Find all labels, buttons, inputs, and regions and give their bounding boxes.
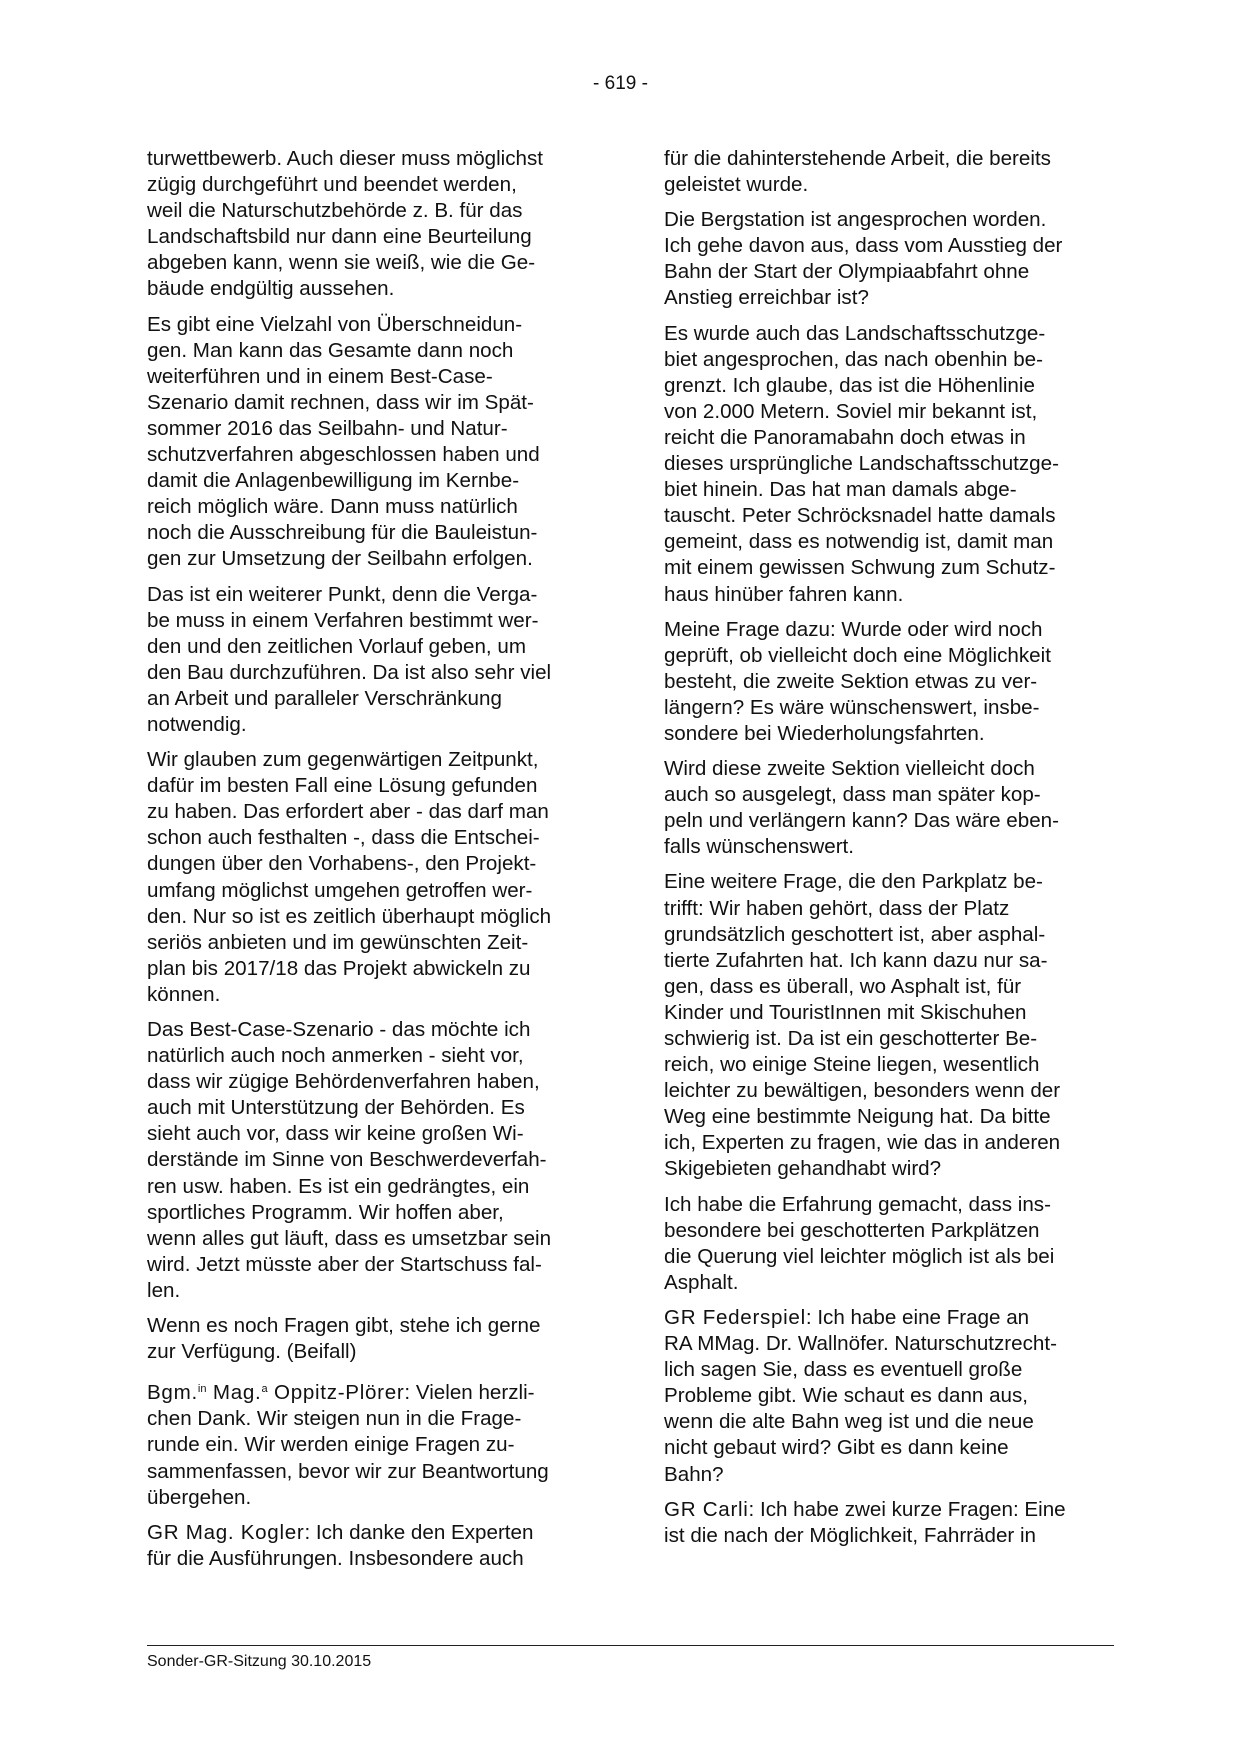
speaker-paragraph bbox=[664, 1497, 1116, 1549]
superscript: in bbox=[197, 1383, 207, 1396]
paragraph: Wird diese zweite Sektion vielleicht doch auch so ausgelegt, dass man später kop- peln und verlängern kann? Das wäre eben- falls wünschenswert. bbox=[664, 757, 1059, 859]
paragraph: Wir glauben zum gegenwärtigen Zeitpunkt, dafür im besten Fall eine Lösung gefunden zu haben. Das erfordert aber - das darf man schon auch festhalten -, dass die Entschei- dungen über den Vorhabens-, den Projekt- umfang möglichst umgehen getroffen wer- den. Nur so ist es zeitlich überhaupt möglich seriös anbieten und im gewünschten Zeit- plan bis 2017/18 das Projekt abwickeln zu können. bbox=[147, 748, 552, 1006]
paragraph: turwettbewerb. Auch dieser muss möglichst zügig durchgeführt und beendet werden, weil die Naturschutzbehörde z. B. für das Landschaftsbild nur dann eine Beurteilung abgeben kann, wenn sie weiß, wie die Ge- bäude endgültig aussehen. bbox=[147, 147, 544, 301]
paragraph: Das ist ein weiterer Punkt, denn die Verga- be muss in einem Verfahren bestimmt wer- den und den zeitlichen Vorlauf geben, um den Bau durchzuführen. Da ist also sehr viel an Arbeit und paralleler Verschränkung notwendig. bbox=[147, 582, 552, 736]
speech-text: : Ich danke den Experten für die Ausführungen. Insbesondere auch bbox=[147, 1520, 534, 1570]
speech-text: : Ich habe zwei kurze Fragen: Eine ist die nach der Möglichkeit, Fahrräder in bbox=[664, 1497, 1066, 1547]
paragraph: Eine weitere Frage, die den Parkplatz be- trifft: Wir haben gehört, dass der Platz grundsätzlich geschottert ist, aber asphal- tierte Zufahrten hat. Ich kann dazu nur sa- gen, dass es überall, wo Asphalt ist, für Kinder und TouristInnen mit Skischuhen schwierig ist. Da ist ein geschotterter Be- reich, wo einige Steine liegen, wesentlich leichter zu bewältigen, besonders wenn der Weg eine bestimmte Neigung hat. Da bitte ich, Experten zu fragen, wie das in anderen Skigebieten gehandhabt wird? bbox=[664, 870, 1061, 1181]
footer-divider bbox=[147, 1645, 1114, 1646]
paragraph: Ich habe die Erfahrung gemacht, dass ins- besondere bei geschotterten Parkplätzen die Querung viel leichter möglich ist als bei Asphalt. bbox=[664, 1192, 1055, 1294]
speaker-name: GR Federspiel bbox=[664, 1305, 806, 1329]
speech-text: : Ich habe eine Frage an RA MMag. Dr. Wallnöfer. Naturschutzrecht- lich sagen Sie, dass es eventuell große Probleme gibt. Wie schaut es dann aus, wenn die alte Bahn weg ist und die neue nicht gebaut wird? Gibt es dann keine Bahn? bbox=[664, 1305, 1057, 1486]
paragraph: Die Bergstation ist angesprochen worden. Ich gehe davon aus, dass vom Ausstieg der Bahn der Start der Olympiaabfahrt ohne Anstieg erreichbar ist? bbox=[664, 208, 1063, 310]
speaker-paragraph bbox=[147, 1380, 599, 1510]
paragraph: Es gibt eine Vielzahl von Überschneidun- gen. Man kann das Gesamte dann noch weiterführen und in einem Best-Case- Szenario damit rechnen, dass wir im Spät- sommer 2016 das Seilbahn- und Natur- schutzverfahren abgeschlossen haben und damit die Anlagenbewilligung im Kernbe- reich möglich wäre. Dann muss natürlich noch die Ausschreibung für die Bauleistun- gen zur Umsetzung der Seilbahn erfolgen. bbox=[147, 312, 540, 571]
superscript: a bbox=[261, 1383, 268, 1396]
speaker-name: GR Carli bbox=[664, 1497, 749, 1521]
right-column bbox=[664, 146, 1116, 1558]
paragraph: Das Best-Case-Szenario - das möchte ich natürlich auch noch anmerken - sieht vor, dass wir zügige Behördenverfahren haben, auch mit Unterstützung der Behörden. Es sieht auch vor, dass wir keine großen Wi- derstände im Sinne von Beschwerdeverfah- ren usw. haben. Es ist ein gedrängtes, ein sportliches Programm. Wir hoffen aber, wenn alles gut läuft, dass es umsetzbar sein wird. Jetzt müsste aber der Startschuss fal- len. bbox=[147, 1018, 552, 1302]
footer-text: Sonder-GR-Sitzung 30.10.2015 bbox=[147, 1653, 372, 1670]
speaker-paragraph bbox=[147, 1520, 599, 1572]
paragraph: Meine Frage dazu: Wurde oder wird noch geprüft, ob vielleicht doch eine Möglichkeit besteht, die zweite Sektion etwas zu ver- längern? Es wäre wünschenswert, insbe- sondere bei Wiederholungsfahrten. bbox=[664, 617, 1051, 745]
speaker-name: GR Mag. Kogler bbox=[147, 1520, 305, 1544]
speaker-paragraph bbox=[664, 1305, 1116, 1488]
speaker-name: Bgm.$^{in}$ Mag.$^a$ Oppitz-Plörer bbox=[147, 1381, 405, 1405]
speech-text: : Vielen herzli- chen Dank. Wir steigen nun in die Frage- runde ein. Wir werden einige Fragen zu- sammenfassen, bevor wir zur Beantwortung übergehen. bbox=[147, 1381, 549, 1509]
paragraph: Es wurde auch das Landschaftsschutzge- biet angesprochen, das nach obenhin be- grenzt. Ich glaube, das ist die Höhenlinie von 2.000 Metern. Soviel mir bekannt ist, reicht die Panoramabahn doch etwas in dieses ursprüngliche Landschaftsschutzge- biet hinein. Das hat man damals abge- tauscht. Peter Schröcksnadel hatte damals gemeint, dass es notwendig ist, damit man mit einem gewissen Schwung zum Schutz- haus hinüber fahren kann. bbox=[664, 321, 1059, 606]
page-number: - 619 - bbox=[593, 73, 648, 94]
left-column bbox=[147, 146, 599, 1581]
paragraph: für die dahinterstehende Arbeit, die bereits geleistet wurde. bbox=[664, 147, 1051, 197]
paragraph: Wenn es noch Fragen gibt, stehe ich gerne zur Verfügung. (Beifall) bbox=[147, 1314, 541, 1364]
